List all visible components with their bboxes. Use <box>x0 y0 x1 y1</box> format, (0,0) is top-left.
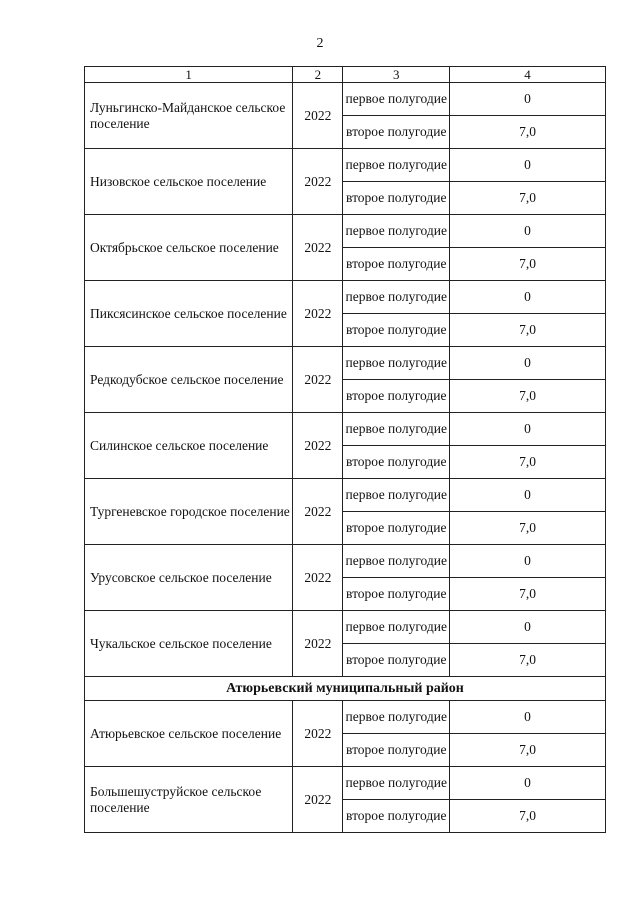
value-cell: 0 <box>450 281 606 314</box>
value-cell: 0 <box>450 149 606 182</box>
period-cell: второе полугодие <box>343 578 450 611</box>
year-cell: 2022 <box>293 83 343 149</box>
year-cell: 2022 <box>293 215 343 281</box>
period-cell: второе полугодие <box>343 446 450 479</box>
settlement-name: Низовское сельское поселение <box>85 149 293 215</box>
period-cell: первое полугодие <box>343 83 450 116</box>
value-cell: 0 <box>450 479 606 512</box>
period-cell: второе полугодие <box>343 248 450 281</box>
value-cell: 0 <box>450 83 606 116</box>
settlement-name: Урусовское сельское поселение <box>85 545 293 611</box>
period-cell: второе полугодие <box>343 512 450 545</box>
value-cell: 0 <box>450 701 606 734</box>
value-cell: 7,0 <box>450 380 606 413</box>
period-cell: второе полугодие <box>343 800 450 833</box>
table-row <box>85 215 606 248</box>
year-cell: 2022 <box>293 545 343 611</box>
value-cell: 7,0 <box>450 116 606 149</box>
settlement-name: Редкодубское сельское поселение <box>85 347 293 413</box>
value-cell: 7,0 <box>450 734 606 767</box>
table-row <box>85 149 606 182</box>
table-row <box>85 83 606 116</box>
period-cell: второе полугодие <box>343 380 450 413</box>
period-cell: первое полугодие <box>343 215 450 248</box>
district-row <box>85 677 606 701</box>
value-cell: 0 <box>450 215 606 248</box>
column-header-3: 3 <box>343 67 450 83</box>
table-row <box>85 767 606 800</box>
period-cell: первое полугодие <box>343 767 450 800</box>
period-cell: первое полугодие <box>343 347 450 380</box>
table-row <box>85 545 606 578</box>
period-cell: первое полугодие <box>343 413 450 446</box>
value-cell: 7,0 <box>450 248 606 281</box>
value-cell: 0 <box>450 413 606 446</box>
value-cell: 7,0 <box>450 512 606 545</box>
column-header-4: 4 <box>450 67 606 83</box>
settlement-name: Большешуструйское сельское поселение <box>85 767 293 833</box>
table-row <box>85 413 606 446</box>
period-cell: второе полугодие <box>343 734 450 767</box>
table-header-row <box>85 67 606 83</box>
settlement-name: Тургеневское городское поселение <box>85 479 293 545</box>
period-cell: первое полугодие <box>343 149 450 182</box>
settlement-name: Силинское сельское поселение <box>85 413 293 479</box>
table-body <box>85 67 606 833</box>
year-cell: 2022 <box>293 479 343 545</box>
year-cell: 2022 <box>293 281 343 347</box>
value-cell: 0 <box>450 611 606 644</box>
table-row <box>85 611 606 644</box>
year-cell: 2022 <box>293 611 343 677</box>
period-cell: первое полугодие <box>343 611 450 644</box>
page-number: 2 <box>316 36 324 51</box>
settlement-name: Луньгинско-Майданское сельское поселение <box>85 83 293 149</box>
settlement-name: Пиксясинское сельское поселение <box>85 281 293 347</box>
period-cell: второе полугодие <box>343 116 450 149</box>
period-cell: второе полугодие <box>343 182 450 215</box>
period-cell: второе полугодие <box>343 314 450 347</box>
period-cell: первое полугодие <box>343 479 450 512</box>
settlement-name: Атюрьевское сельское поселение <box>85 701 293 767</box>
value-cell: 7,0 <box>450 578 606 611</box>
table-row <box>85 347 606 380</box>
table-row <box>85 701 606 734</box>
period-cell: второе полугодие <box>343 644 450 677</box>
year-cell: 2022 <box>293 149 343 215</box>
value-cell: 7,0 <box>450 314 606 347</box>
value-cell: 0 <box>450 545 606 578</box>
period-cell: первое полугодие <box>343 701 450 734</box>
period-cell: первое полугодие <box>343 545 450 578</box>
settlement-name: Октябрьское сельское поселение <box>85 215 293 281</box>
year-cell: 2022 <box>293 413 343 479</box>
settlement-name: Чукальское сельское поселение <box>85 611 293 677</box>
district-name: Атюрьевский муниципальный район <box>85 677 606 701</box>
value-cell: 7,0 <box>450 800 606 833</box>
column-header-2: 2 <box>293 67 343 83</box>
value-cell: 7,0 <box>450 182 606 215</box>
period-cell: первое полугодие <box>343 281 450 314</box>
value-cell: 7,0 <box>450 446 606 479</box>
column-header-1: 1 <box>85 67 293 83</box>
table-row <box>85 281 606 314</box>
value-cell: 7,0 <box>450 644 606 677</box>
year-cell: 2022 <box>293 767 343 833</box>
value-cell: 0 <box>450 767 606 800</box>
year-cell: 2022 <box>293 347 343 413</box>
year-cell: 2022 <box>293 701 343 767</box>
settlements-table <box>84 66 606 833</box>
value-cell: 0 <box>450 347 606 380</box>
table-row <box>85 479 606 512</box>
